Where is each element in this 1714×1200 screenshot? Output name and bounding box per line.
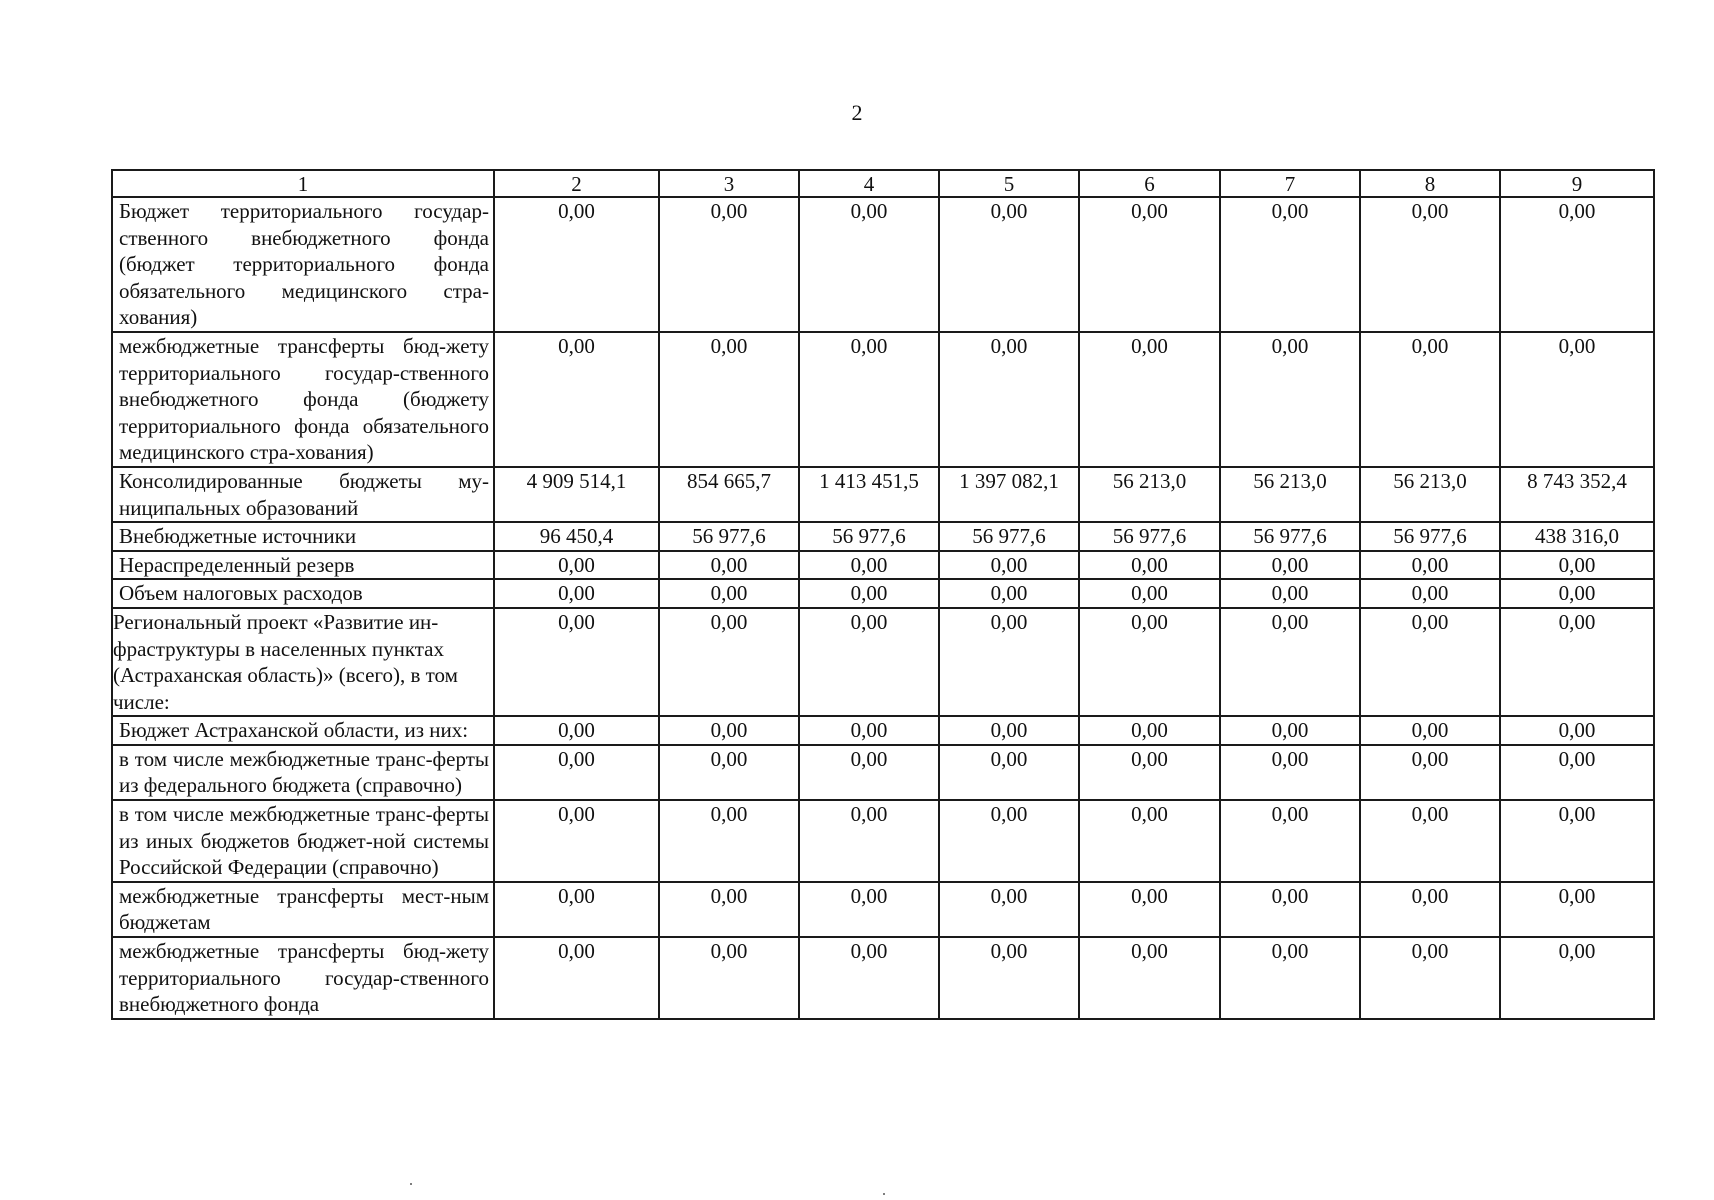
table-cell: 0,00 xyxy=(1220,579,1360,608)
column-header: 5 xyxy=(939,170,1079,197)
table-cell: 0,00 xyxy=(1079,882,1220,937)
table-cell: 0,00 xyxy=(939,716,1079,745)
table-cell: 0,00 xyxy=(1079,937,1220,1019)
table-cell: 0,00 xyxy=(659,937,799,1019)
table-cell: 56 213,0 xyxy=(1220,467,1360,522)
column-header: 6 xyxy=(1079,170,1220,197)
table-row xyxy=(112,579,1654,608)
table-cell: 0,00 xyxy=(494,197,659,332)
table-cell: 438 316,0 xyxy=(1500,522,1654,551)
table-cell: 56 213,0 xyxy=(1360,467,1500,522)
table-cell: 854 665,7 xyxy=(659,467,799,522)
table-cell: 0,00 xyxy=(1500,608,1654,716)
table-cell: 0,00 xyxy=(1220,608,1360,716)
table-cell: 0,00 xyxy=(1360,745,1500,800)
table-row xyxy=(112,800,1654,882)
table-cell: 0,00 xyxy=(1079,579,1220,608)
table-cell: 0,00 xyxy=(939,332,1079,467)
table-cell: 0,00 xyxy=(1360,332,1500,467)
table-row xyxy=(112,608,1654,716)
table-cell: 56 977,6 xyxy=(1220,522,1360,551)
row-label: Бюджет территориального государ-ственного внебюджетного фонда (бюджет территориального фонда обязательного медицинского стра-хования) xyxy=(112,197,494,332)
table-cell: 0,00 xyxy=(659,800,799,882)
table-cell: 0,00 xyxy=(1500,745,1654,800)
table-cell: 0,00 xyxy=(939,937,1079,1019)
table-row xyxy=(112,522,1654,551)
table-cell: 1 397 082,1 xyxy=(939,467,1079,522)
table-cell: 0,00 xyxy=(494,332,659,467)
column-header: 1 xyxy=(112,170,494,197)
table-cell: 0,00 xyxy=(494,608,659,716)
table-cell: 0,00 xyxy=(939,579,1079,608)
table-row xyxy=(112,937,1654,1019)
table-cell: 0,00 xyxy=(659,579,799,608)
table-cell: 0,00 xyxy=(1220,716,1360,745)
table-cell: 0,00 xyxy=(1500,197,1654,332)
table-cell: 0,00 xyxy=(1220,745,1360,800)
table-cell: 0,00 xyxy=(799,332,939,467)
table-cell: 0,00 xyxy=(799,745,939,800)
table-header-row xyxy=(112,170,1654,197)
table-cell: 0,00 xyxy=(939,551,1079,580)
table-cell: 56 977,6 xyxy=(659,522,799,551)
table-cell: 0,00 xyxy=(659,551,799,580)
table-cell: 0,00 xyxy=(1079,716,1220,745)
table-cell: 0,00 xyxy=(494,882,659,937)
table-cell: 0,00 xyxy=(494,579,659,608)
budget-table xyxy=(111,169,1655,1020)
table-cell: 0,00 xyxy=(939,197,1079,332)
row-label: в том числе межбюджетные транс-ферты из иных бюджетов бюджет-ной системы Российской Федерации (справочно) xyxy=(112,800,494,882)
table-cell: 0,00 xyxy=(1220,332,1360,467)
table-cell: 0,00 xyxy=(1500,332,1654,467)
table-row xyxy=(112,745,1654,800)
table-cell: 0,00 xyxy=(1079,551,1220,580)
table-cell: 0,00 xyxy=(1500,882,1654,937)
table-cell: 0,00 xyxy=(1500,551,1654,580)
table-row xyxy=(112,467,1654,522)
table-cell: 1 413 451,5 xyxy=(799,467,939,522)
scan-speck xyxy=(883,1193,885,1195)
table-cell: 0,00 xyxy=(799,716,939,745)
table-cell: 0,00 xyxy=(1360,608,1500,716)
column-header: 7 xyxy=(1220,170,1360,197)
table-cell: 0,00 xyxy=(799,197,939,332)
row-label: Региональный проект «Развитие ин-фраструктуры в населенных пунктах (Астраханская область)» (всего), в том числе: xyxy=(112,608,494,716)
table-cell: 0,00 xyxy=(494,937,659,1019)
table-cell: 0,00 xyxy=(1500,937,1654,1019)
table-cell: 0,00 xyxy=(1079,745,1220,800)
scan-speck xyxy=(410,1183,412,1185)
table-cell: 0,00 xyxy=(1079,800,1220,882)
table-row xyxy=(112,551,1654,580)
table-cell: 0,00 xyxy=(799,882,939,937)
table-cell: 0,00 xyxy=(1360,800,1500,882)
table-cell: 0,00 xyxy=(494,800,659,882)
table-cell: 0,00 xyxy=(1360,882,1500,937)
table-cell: 0,00 xyxy=(659,882,799,937)
table-cell: 0,00 xyxy=(1220,937,1360,1019)
row-label: Объем налоговых расходов xyxy=(112,579,494,608)
table-cell: 0,00 xyxy=(1220,551,1360,580)
table-cell: 0,00 xyxy=(494,551,659,580)
row-label: Консолидированные бюджеты му-ниципальных образований xyxy=(112,467,494,522)
table-cell: 0,00 xyxy=(659,745,799,800)
table-cell: 0,00 xyxy=(1220,197,1360,332)
table-cell: 0,00 xyxy=(1360,716,1500,745)
table-cell: 0,00 xyxy=(939,800,1079,882)
table-cell: 0,00 xyxy=(1500,716,1654,745)
table-cell: 56 977,6 xyxy=(799,522,939,551)
row-label: Бюджет Астраханской области, из них: xyxy=(112,716,494,745)
row-label: Внебюджетные источники xyxy=(112,522,494,551)
row-label: Нераспределенный резерв xyxy=(112,551,494,580)
table-cell: 0,00 xyxy=(1079,332,1220,467)
table-cell: 0,00 xyxy=(659,608,799,716)
table-cell: 0,00 xyxy=(939,745,1079,800)
table-row xyxy=(112,197,1654,332)
column-header: 3 xyxy=(659,170,799,197)
column-header: 2 xyxy=(494,170,659,197)
column-header: 9 xyxy=(1500,170,1654,197)
table-cell: 0,00 xyxy=(799,800,939,882)
page-number: 2 xyxy=(851,100,863,125)
table-cell: 0,00 xyxy=(659,197,799,332)
table-cell: 0,00 xyxy=(799,551,939,580)
table-cell: 0,00 xyxy=(799,937,939,1019)
table-cell: 56 977,6 xyxy=(939,522,1079,551)
table-cell: 56 977,6 xyxy=(1360,522,1500,551)
table-cell: 0,00 xyxy=(1500,800,1654,882)
table-cell: 0,00 xyxy=(939,608,1079,716)
row-label: в том числе межбюджетные транс-ферты из федерального бюджета (справочно) xyxy=(112,745,494,800)
row-label: межбюджетные трансферты мест-ным бюджетам xyxy=(112,882,494,937)
table-cell: 0,00 xyxy=(799,579,939,608)
table-cell: 56 977,6 xyxy=(1079,522,1220,551)
table-cell: 0,00 xyxy=(1360,579,1500,608)
table-cell: 0,00 xyxy=(1220,800,1360,882)
table-cell: 0,00 xyxy=(939,882,1079,937)
table-cell: 0,00 xyxy=(1360,937,1500,1019)
row-label: межбюджетные трансферты бюд-жету территориального государ-ственного внебюджетного фонда (бюджету территориального фонда обязательного медицинского стра-хования) xyxy=(112,332,494,467)
table-cell: 0,00 xyxy=(799,608,939,716)
row-label: межбюджетные трансферты бюд-жету территориального государ-ственного внебюджетного фонда xyxy=(112,937,494,1019)
column-header: 8 xyxy=(1360,170,1500,197)
table-cell: 56 213,0 xyxy=(1079,467,1220,522)
table-cell: 0,00 xyxy=(1079,197,1220,332)
table-cell: 0,00 xyxy=(494,716,659,745)
table-row xyxy=(112,332,1654,467)
table-cell: 0,00 xyxy=(1360,197,1500,332)
table-row xyxy=(112,882,1654,937)
table-cell: 0,00 xyxy=(659,716,799,745)
table-cell: 0,00 xyxy=(1360,551,1500,580)
table-cell: 4 909 514,1 xyxy=(494,467,659,522)
table-cell: 96 450,4 xyxy=(494,522,659,551)
table-cell: 0,00 xyxy=(1220,882,1360,937)
table-cell: 8 743 352,4 xyxy=(1500,467,1654,522)
table-cell: 0,00 xyxy=(1500,579,1654,608)
table-cell: 0,00 xyxy=(1079,608,1220,716)
table-row xyxy=(112,716,1654,745)
table-cell: 0,00 xyxy=(494,745,659,800)
column-header: 4 xyxy=(799,170,939,197)
table-cell: 0,00 xyxy=(659,332,799,467)
